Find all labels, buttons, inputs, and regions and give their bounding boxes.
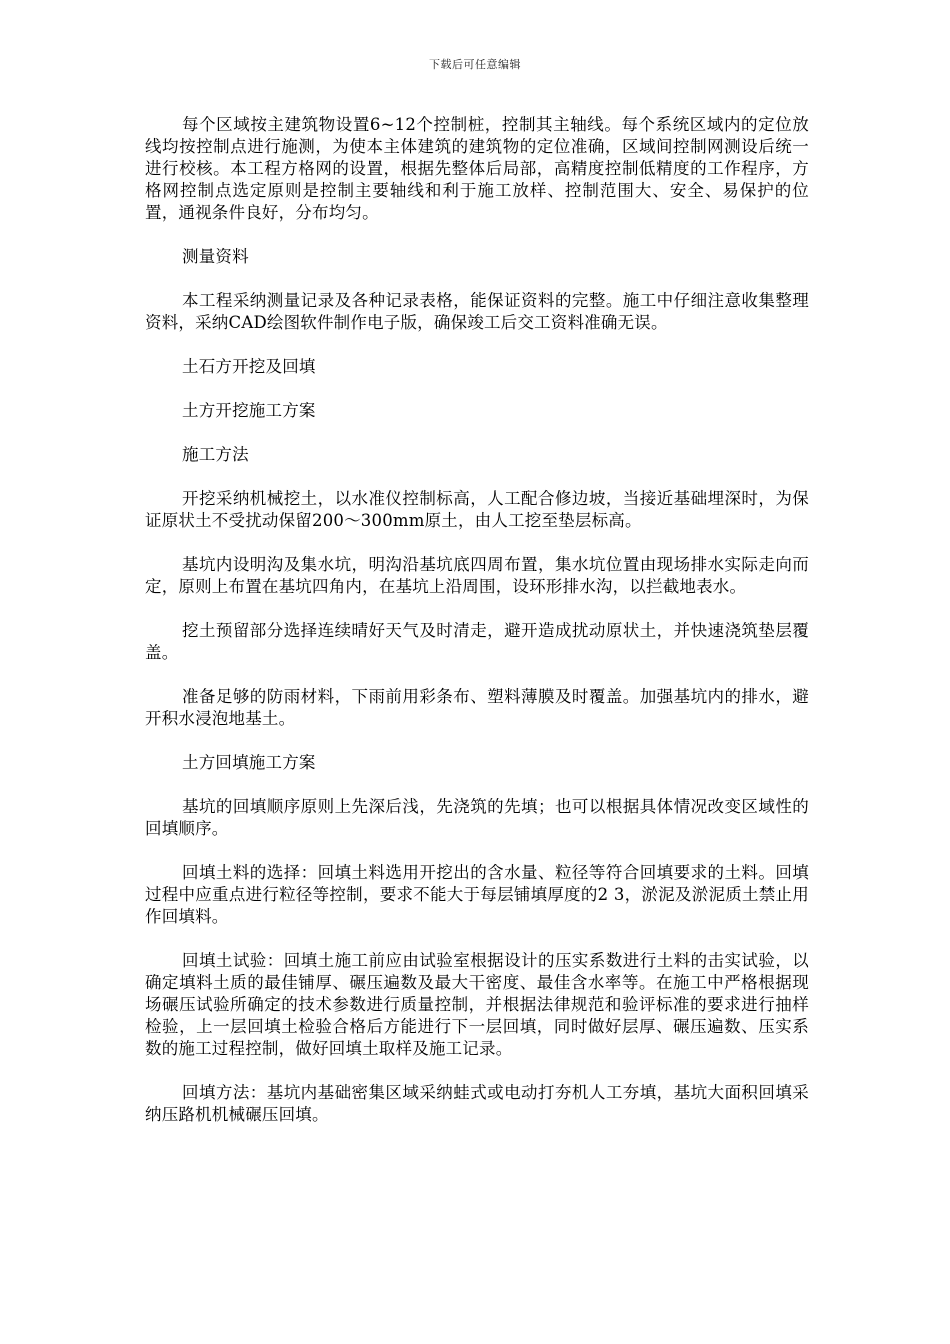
paragraph-backfill-method: 回填方法：基坑内基础密集区域采纳蛙式或电动打夯机人工夯填，基坑大面积回填采纳压路机机械碾压回填。 bbox=[145, 1083, 809, 1124]
paragraph-backfill-material: 回填土料的选择：回填土料选用开挖出的含水量、粒径等符合回填要求的土料。回填过程中应重点进行粒径等控制，要求不能大于每层铺填厚度的2 3，淤泥及淤泥质土禁止用作回填料。 bbox=[145, 863, 809, 926]
paragraph-mechanical-excavation: 开挖采纳机械挖土，以水准仪控制标高，人工配合修边坡，当接近基础埋深时，为保证原状土不受扰动保留200～300mm原土，由人工挖至垫层标高。 bbox=[145, 489, 809, 530]
paragraph-survey-records: 本工程采纳测量记录及各种记录表格，能保证资料的完整。施工中仔细注意收集整理资料，采纳CAD绘图软件制作电子版，确保竣工后交工资料准确无误。 bbox=[145, 291, 809, 332]
heading-earthwork: 土石方开挖及回填 bbox=[182, 357, 316, 376]
paragraph-backfill-test: 回填土试验：回填土施工前应由试验室根据设计的压实系数进行土料的击实试验，以确定填料土质的最佳铺厚、碾压遍数及最大干密度、最佳含水率等。在施工中严格根据现场碾压试验所确定的技术参数进行质量控制，并根据法律规范和验评标准的要求进行抽样检验，上一层回填土检验合格后方能进行下一层回填，同时做好层厚、碾压遍数、压实系数的施工过程控制，做好回填土取样及施工记录。 bbox=[145, 951, 809, 1058]
heading-excavation-plan: 土方开挖施工方案 bbox=[182, 401, 316, 420]
heading-construction-method: 施工方法 bbox=[182, 445, 249, 464]
document-body bbox=[145, 114, 809, 1148]
paragraph-reserved-soil: 挖土预留部分选择连续晴好天气及时清走，避开造成扰动原状土，并快速浇筑垫层覆盖。 bbox=[145, 621, 809, 662]
heading-survey-data: 测量资料 bbox=[182, 247, 249, 266]
paragraph-drainage-ditch: 基坑内设明沟及集水坑，明沟沿基坑底四周布置，集水坑位置由现场排水实际走向而定，原则上布置在基坑四角内，在基坑上沿周围，设环形排水沟，以拦截地表水。 bbox=[145, 555, 809, 596]
paragraph-backfill-order: 基坑的回填顺序原则上先深后浅，先浇筑的先填；也可以根据具体情况改变区域性的回填顺序。 bbox=[145, 797, 809, 838]
page-header-note: 下载后可任意编辑 bbox=[429, 58, 521, 71]
paragraph-control-piles: 每个区域按主建筑物设置6~12个控制桩，控制其主轴线。每个系统区域内的定位放线均按控制点进行施测，为使本主体建筑的建筑物的定位准确，区域间控制网测设后统一进行校核。本工程方格网的设置，根据先整体后局部，高精度控制低精度的工作程序，方格网控制点选定原则是控制主要轴线和利于施工放样、控制范围大、安全、易保护的位置，通视条件良好，分布均匀。 bbox=[145, 115, 809, 222]
heading-backfill-plan: 土方回填施工方案 bbox=[182, 753, 316, 772]
paragraph-rain-protection: 准备足够的防雨材料，下雨前用彩条布、塑料薄膜及时覆盖。加强基坑内的排水，避开积水浸泡地基土。 bbox=[145, 687, 809, 728]
